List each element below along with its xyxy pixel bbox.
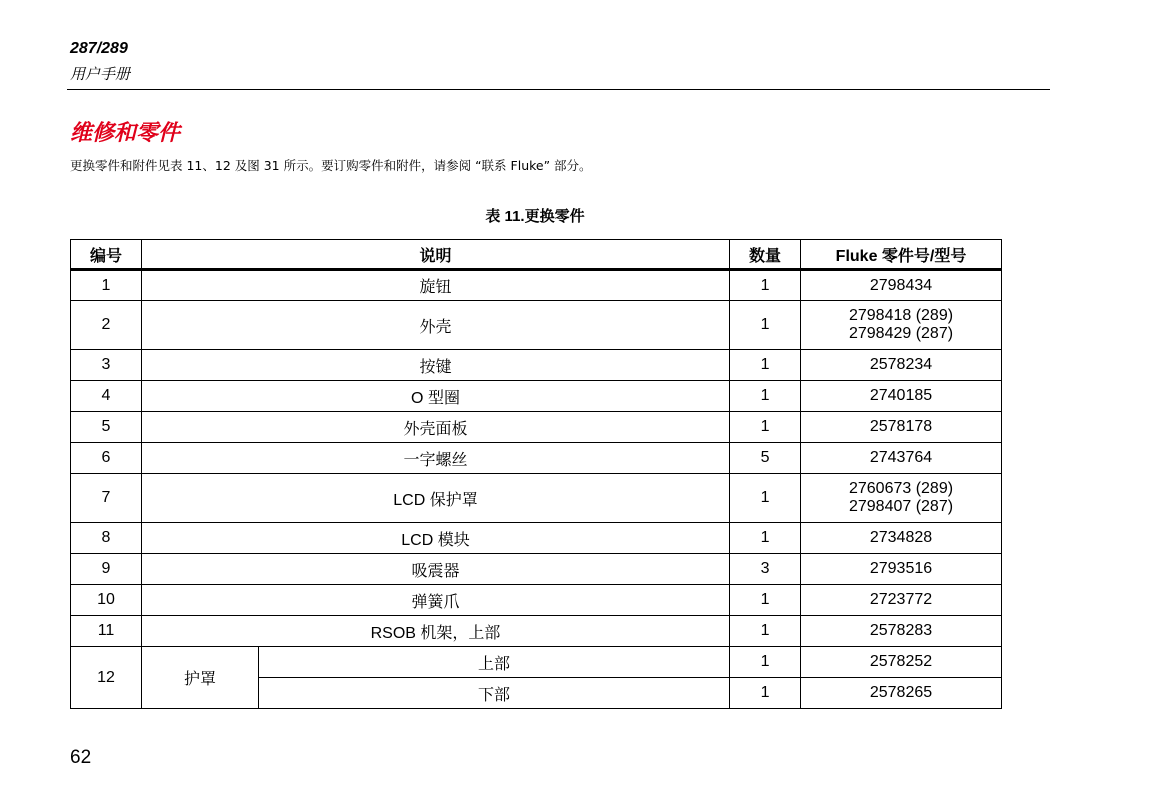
part-number-line: 2578178 — [869, 418, 933, 435]
cell-number: 4 — [71, 381, 142, 412]
table-row — [71, 523, 1002, 554]
table-row — [71, 270, 1002, 301]
cell-quantity: 1 — [730, 678, 801, 709]
part-number-line: 2723772 — [869, 591, 933, 608]
cell-quantity: 5 — [730, 443, 801, 474]
cell-number: 11 — [71, 616, 142, 647]
section-intro: 更换零件和附件见表 11、12 及图 31 所示。要订购零件和附件，请参阅 “联系 Fluke” 部分。 — [70, 158, 592, 173]
manual-model: 287/289 — [70, 40, 128, 57]
cell-number: 3 — [71, 350, 142, 381]
part-number-line: 2798429 (287) — [848, 325, 954, 342]
cell-description: 一字螺丝 — [142, 443, 730, 474]
parts-table — [70, 239, 1002, 709]
cell-quantity: 1 — [730, 381, 801, 412]
cell-quantity: 1 — [730, 647, 801, 678]
table-row — [71, 350, 1002, 381]
cell-number: 9 — [71, 554, 142, 585]
cell-part-number — [801, 554, 1002, 585]
cell-description: 外壳 — [142, 301, 730, 350]
cell-description: LCD 保护罩 — [142, 474, 730, 523]
cell-description: 旋钮 — [142, 270, 730, 301]
cell-quantity: 1 — [730, 474, 801, 523]
cell-description: O 型圈 — [142, 381, 730, 412]
cell-part-number — [801, 301, 1002, 350]
table-row — [71, 554, 1002, 585]
cell-description: 护罩 — [142, 647, 259, 709]
part-number-line: 2798407 (287) — [848, 498, 954, 515]
table-row — [71, 616, 1002, 647]
part-number-line: 2578283 — [869, 622, 933, 639]
table-row — [71, 301, 1002, 350]
column-header-description: 说明 — [142, 240, 730, 270]
table-row — [71, 381, 1002, 412]
cell-part-number — [801, 381, 1002, 412]
cell-sub-description: 下部 — [259, 678, 730, 709]
part-number-line: 2740185 — [869, 387, 933, 404]
part-number-line: 2734828 — [869, 529, 933, 546]
cell-part-number: 2578252 — [801, 647, 1002, 678]
cell-quantity: 1 — [730, 412, 801, 443]
cell-description: LCD 模块 — [142, 523, 730, 554]
page-number: 62 — [70, 747, 92, 768]
part-number-line: 2798434 — [869, 276, 933, 294]
cell-quantity: 3 — [730, 554, 801, 585]
table-header-row — [71, 240, 1002, 270]
column-header-part-number: Fluke 零件号/型号 — [801, 240, 1002, 270]
cell-part-number: 2578265 — [801, 678, 1002, 709]
cell-part-number — [801, 412, 1002, 443]
section-title: 维修和零件 — [70, 120, 181, 146]
part-number-line: 2798418 (289) — [848, 307, 954, 324]
cell-quantity: 1 — [730, 301, 801, 350]
cell-number: 5 — [71, 412, 142, 443]
cell-description: 外壳面板 — [142, 412, 730, 443]
cell-number: 1 — [71, 270, 142, 301]
table-row — [71, 647, 1002, 678]
cell-description: RSOB 机架，上部 — [142, 616, 730, 647]
column-header-number: 编号 — [71, 240, 142, 270]
table-body — [71, 270, 1002, 709]
cell-part-number — [801, 474, 1002, 523]
manual-subtitle: 用户手册 — [70, 65, 131, 83]
cell-number: 2 — [71, 301, 142, 350]
cell-part-number — [801, 443, 1002, 474]
cell-number: 6 — [71, 443, 142, 474]
cell-sub-description: 上部 — [259, 647, 730, 678]
cell-part-number — [801, 523, 1002, 554]
part-number-line: 2793516 — [869, 560, 933, 577]
cell-part-number — [801, 585, 1002, 616]
cell-number: 7 — [71, 474, 142, 523]
part-number-line: 2578234 — [869, 356, 933, 373]
table-row — [71, 412, 1002, 443]
cell-part-number — [801, 350, 1002, 381]
table-row — [71, 474, 1002, 523]
cell-quantity: 1 — [730, 616, 801, 647]
cell-part-number — [801, 616, 1002, 647]
table-caption: 表 11.更换零件 — [485, 208, 585, 225]
cell-description: 吸震器 — [142, 554, 730, 585]
cell-number: 12 — [71, 647, 142, 709]
part-number-line: 2760673 (289) — [848, 480, 954, 497]
cell-description: 按键 — [142, 350, 730, 381]
cell-quantity: 1 — [730, 270, 801, 301]
cell-part-number — [801, 270, 1002, 301]
cell-quantity: 1 — [730, 523, 801, 554]
cell-quantity: 1 — [730, 585, 801, 616]
cell-number: 8 — [71, 523, 142, 554]
cell-number: 10 — [71, 585, 142, 616]
column-header-quantity: 数量 — [730, 240, 801, 270]
cell-description: 弹簧爪 — [142, 585, 730, 616]
header-divider — [67, 89, 1050, 90]
cell-quantity: 1 — [730, 350, 801, 381]
table-row — [71, 585, 1002, 616]
part-number-line: 2743764 — [869, 449, 933, 466]
table-row — [71, 443, 1002, 474]
